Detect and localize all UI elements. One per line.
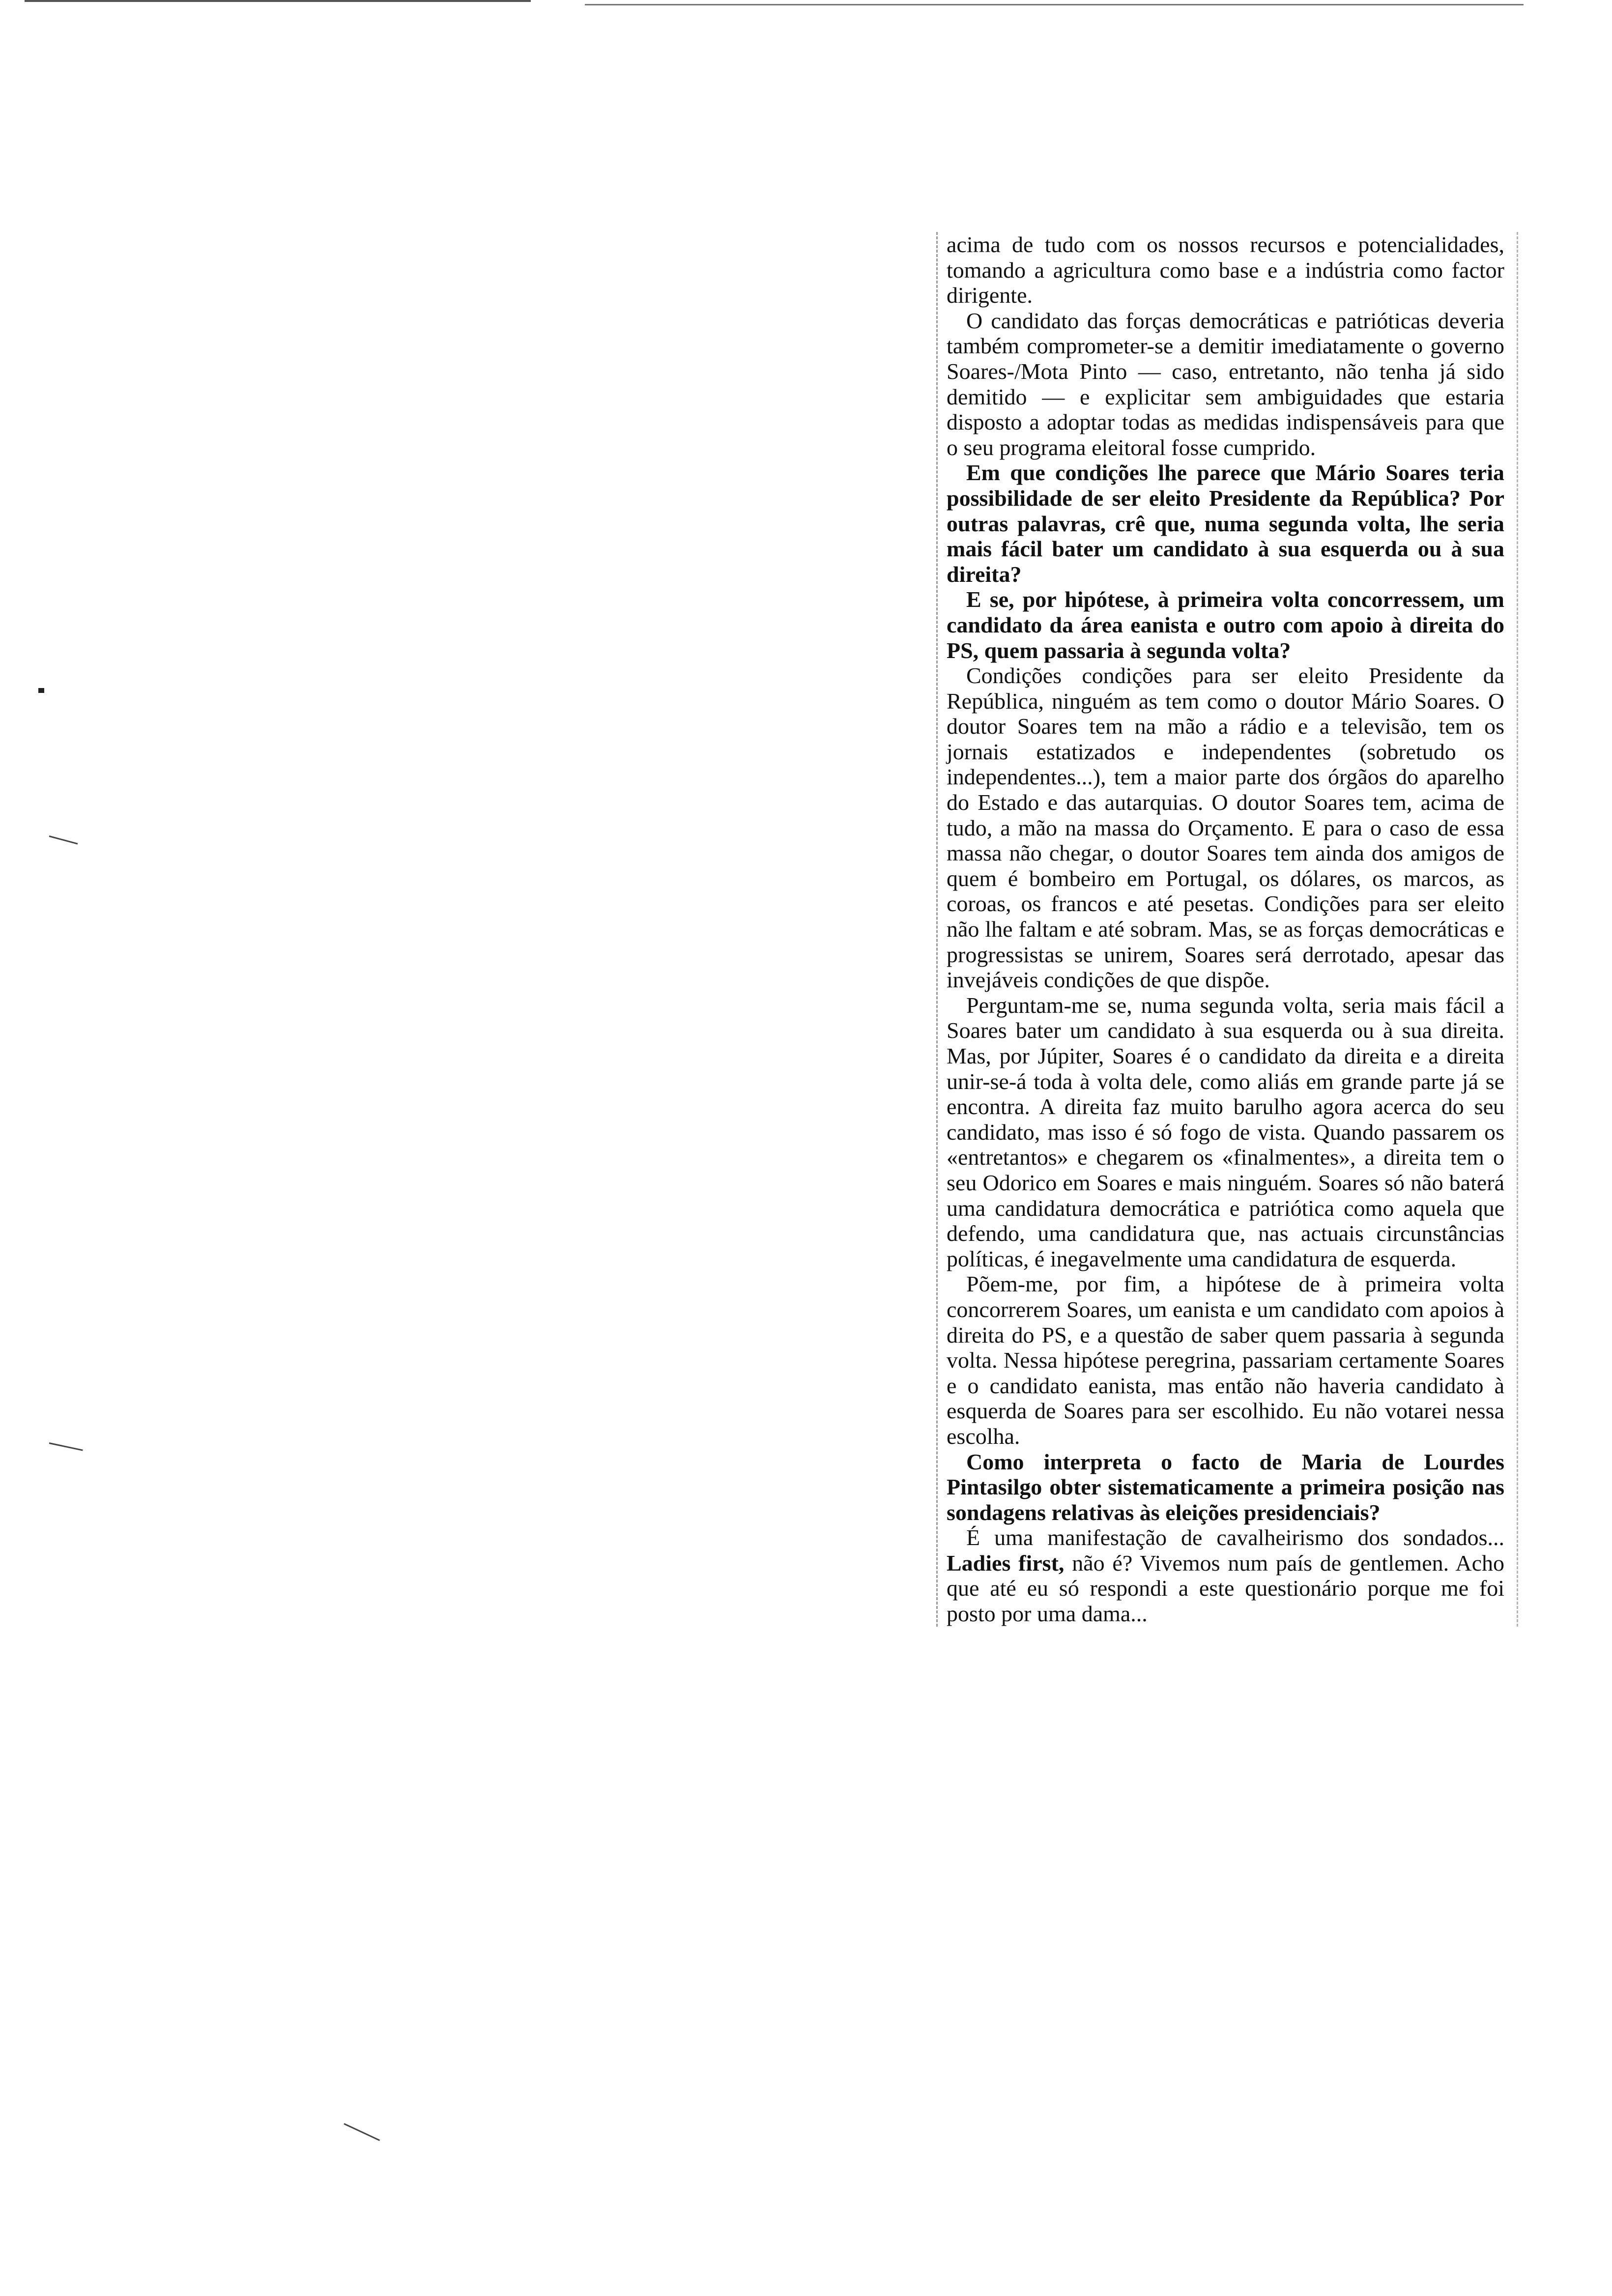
answer-text: É uma manifestação de cavalheirismo dos sondados... [966,1525,1504,1550]
answer-text: Põem-me, por fim, a hipótese de à primeira volta concorrerem Soares, um eanista e um candidato com apoios à direita do PS, e a questão de saber quem passaria à segunda volta. Nessa hipótese peregrina, passariam certamente Soares e o candidato eanista, mas então não haveria candidato à esquerda de Soares para ser escolhido. Eu não votarei nessa escolha. [947,1271,1504,1449]
answer-paragraph [947,1525,1504,1626]
answer-paragraph [947,993,1504,1272]
answer-emphasis: Ladies first, [947,1550,1065,1576]
interview-question [947,460,1504,587]
scan-mark [344,2123,380,2141]
interview-question [947,587,1504,663]
answer-text: não é? Vivemos num país de gentlemen. Acho que até eu só respondi a este questionário porque me foi posto por uma dama... [947,1550,1504,1627]
scan-edge-line [25,0,531,2]
interview-question [947,1449,1504,1525]
answer-paragraph [947,663,1504,993]
answer-text: Condições condições para ser eleito Presidente da República, ninguém as tem como o doutor Mário Soares. O doutor Soares tem na mão a rádio e a televisão, tem os jornais estatizados e independentes (sobretudo os independentes...), tem a maior parte dos órgãos do aparelho do Estado e das autarquias. O doutor Soares tem, acima de tudo, a mão na massa do Orçamento. E para o caso de essa massa não chegar, o doutor Soares tem ainda dos amigos de quem é bombeiro em Portugal, os dólares, os marcos, as coroas, os francos e até pesetas. Condições para ser eleito não lhe faltam e até sobram. Mas, se as forças democráticas e progressistas se unirem, Soares será derrotado, apesar das invejáveis condições de que dispõe. [947,663,1504,993]
newspaper-clipping [936,232,1504,1627]
scan-speck [38,688,44,693]
question-text: Como interpreta o facto de Maria de Lourdes Pintasilgo obter sistematicamente a primeira posição nas sondagens relativas às eleições presidenciais? [947,1449,1504,1525]
answer-paragraph [947,1271,1504,1449]
scan-mark [49,1442,83,1451]
scan-edge-line [585,4,1524,5]
answer-text: Perguntam-me se, numa segunda volta, seria mais fácil a Soares bater um candidato à sua esquerda ou à sua direita. Mas, por Júpiter, Soares é o candidato da direita e a direita unir-se-á toda à volta dele, como aliás em grande parte já se encontra. A direita faz muito barulho agora acerca do seu candidato, mas isso é só fogo de vista. Quando passarem os «entretantos» e chegarem os «finalmentes», a direita tem o seu Odorico em Soares e mais ninguém. Soares só não baterá uma candidatura democrática e patriótica como aquela que defendo, uma candidatura que, nas actuais circunstâncias políticas, é inegavelmente uma candidatura de esquerda. [947,992,1504,1271]
question-text: Em que condições lhe parece que Mário Soares teria possibilidade de ser eleito Presidente da República? Por outras palavras, crê que, numa segunda volta, lhe seria mais fácil bater um candidato à sua esquerda ou à sua direita? [947,460,1504,587]
scan-mark [49,835,78,844]
paragraph: acima de tudo com os nossos recursos e potencialidades, tomando a agricultura como base e a indústria como factor dirigente. [947,232,1504,308]
question-text: E se, por hipótese, à primeira volta concorressem, um candidato da área eanista e outro com apoio à direita do PS, quem passaria à segunda volta? [947,587,1504,663]
paragraph [947,308,1504,460]
paragraph-text: O candidato das forças democráticas e patrióticas deveria também comprometer-se a demitir imediatamente o governo Soares-/Mota Pinto — caso, entretanto, não tenha já sido demitido — e explicitar sem ambiguidades que estaria disposto a adoptar todas as medidas indispensáveis para que o seu programa eleitoral fosse cumprido. [947,308,1504,460]
